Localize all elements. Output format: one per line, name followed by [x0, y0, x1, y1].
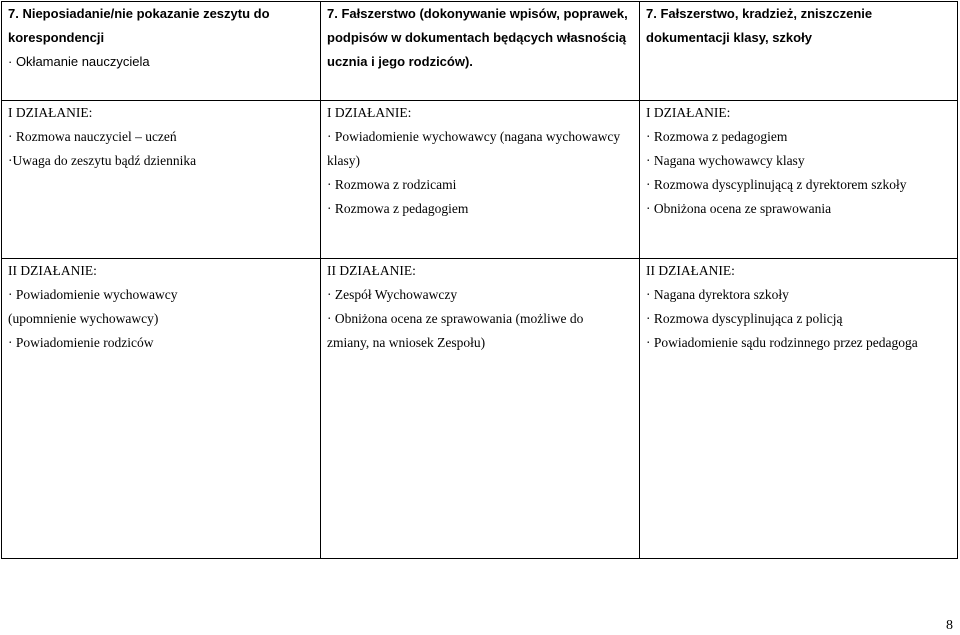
action-item: · Obniżona ocena ze sprawowania (możliwe do — [327, 311, 584, 326]
table-row-headings — [2, 2, 958, 101]
action-title: I DZIAŁANIE: — [327, 105, 412, 120]
action-item: ·Uwaga do zeszytu bądź dziennika — [8, 153, 197, 168]
action-item: · Obniżona ocena ze sprawowania — [646, 201, 832, 216]
action-item: · Nagana wychowawcy klasy — [646, 153, 805, 168]
cell-action2-col1 — [2, 259, 321, 559]
heading-line: dokumentacji klasy, szkoły — [646, 30, 812, 45]
action-item: · Rozmowa dyscyplinująca z policją — [646, 311, 843, 326]
action-item: zmiany, na wniosek Zespołu) — [327, 335, 486, 350]
cell-action1-col1 — [2, 101, 321, 259]
cell-action1-col3 — [640, 101, 958, 259]
action-item: klasy) — [327, 153, 360, 168]
action-item: · Powiadomienie wychowawcy — [8, 287, 178, 302]
action-item: · Rozmowa z rodzicami — [327, 177, 457, 192]
cell-heading-col2 — [321, 2, 640, 101]
action-item: · Rozmowa nauczyciel – uczeń — [8, 129, 177, 144]
table-row-action2 — [2, 259, 958, 559]
cell-action2-col2 — [321, 259, 640, 559]
heading-line: podpisów w dokumentach będących własnością — [327, 30, 627, 45]
action-title: I DZIAŁANIE: — [646, 105, 731, 120]
action-title: II DZIAŁANIE: — [646, 263, 735, 278]
heading-line: korespondencji — [8, 30, 105, 45]
action-item: · Powiadomienie rodziców — [8, 335, 154, 350]
cell-heading-col3 — [640, 2, 958, 101]
action-title: II DZIAŁANIE: — [8, 263, 97, 278]
action-item: · Rozmowa z pedagogiem — [327, 201, 469, 216]
cell-action2-col3 — [640, 259, 958, 559]
heading-line: 7. Fałszerstwo, kradzież, zniszczenie — [646, 6, 873, 21]
page-number: 8 — [946, 618, 953, 633]
procedures-table — [1, 1, 958, 559]
cell-action1-col2 — [321, 101, 640, 259]
heading-line: · Okłamanie nauczyciela — [8, 54, 150, 69]
heading-line: 7. Fałszerstwo (dokonywanie wpisów, poprawek, — [327, 6, 628, 21]
cell-heading-col1 — [2, 2, 321, 101]
action-item: · Powiadomienie sądu rodzinnego przez pedagoga — [646, 335, 918, 350]
action-item: (upomnienie wychowawcy) — [8, 311, 159, 326]
action-item: · Rozmowa z pedagogiem — [646, 129, 788, 144]
heading-line: ucznia i jego rodziców). — [327, 54, 473, 69]
action-title: I DZIAŁANIE: — [8, 105, 93, 120]
heading-line: 7. Nieposiadanie/nie pokazanie zeszytu do — [8, 6, 270, 21]
table-row-action1 — [2, 101, 958, 259]
action-title: II DZIAŁANIE: — [327, 263, 416, 278]
action-item: · Powiadomienie wychowawcy (nagana wychowawcy — [327, 129, 621, 144]
action-item: · Nagana dyrektora szkoły — [646, 287, 789, 302]
action-item: · Zespół Wychowawczy — [327, 287, 458, 302]
action-item: · Rozmowa dyscyplinującą z dyrektorem szkoły — [646, 177, 907, 192]
